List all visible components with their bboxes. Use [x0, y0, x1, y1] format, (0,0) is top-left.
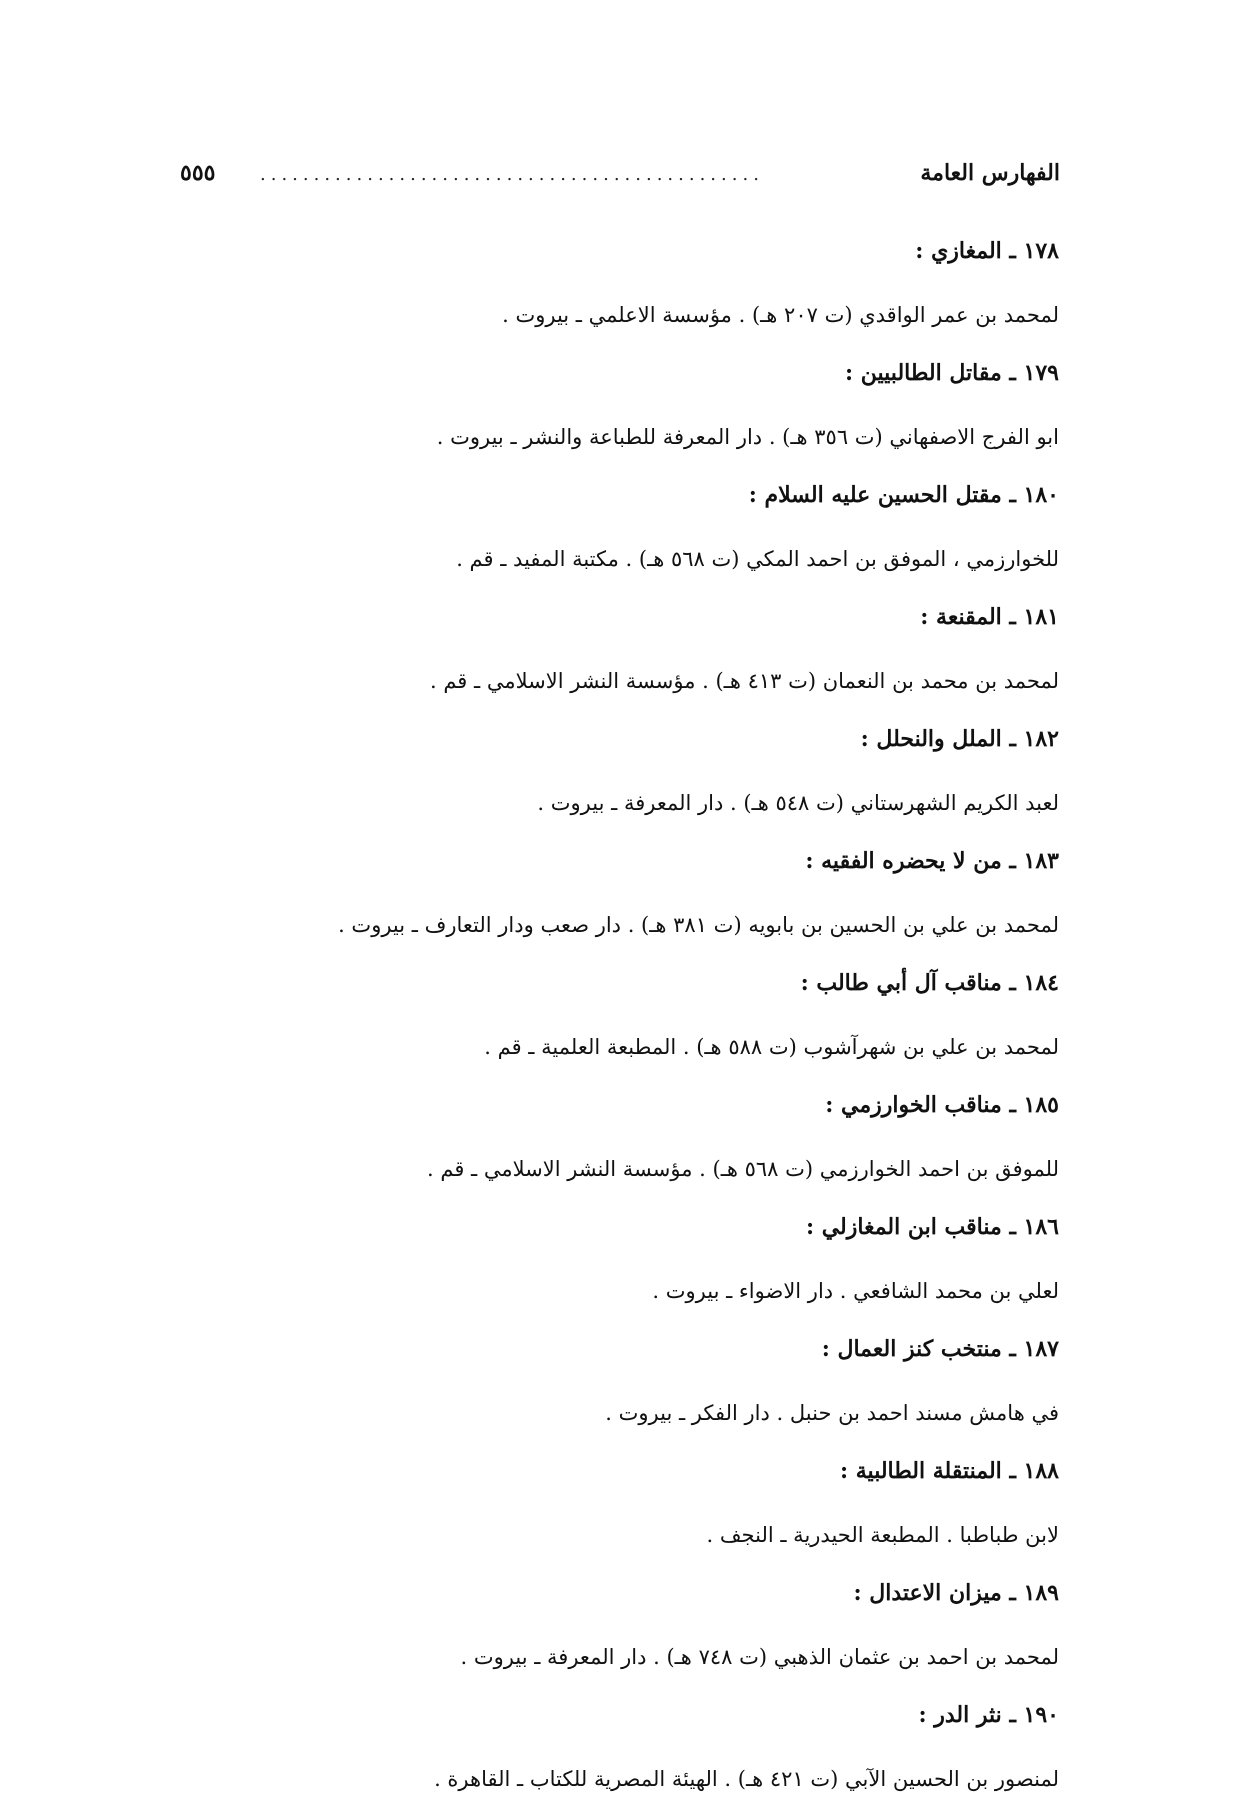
bibliography-entry — [159, 1086, 1059, 1188]
entry-detail: لمحمد بن علي بن الحسين بن بابويه (ت ٣٨١ هـ) . دار صعب ودار التعارف ـ بيروت . — [338, 913, 1059, 937]
entry-detail: لمحمد بن عمر الواقدي (ت ٢٠٧ هـ) . مؤسسة الاعلمي ـ بيروت . — [502, 303, 1059, 327]
entry-detail: لمحمد بن احمد بن عثمان الذهبي (ت ٧٤٨ هـ) . دار المعرفة ـ بيروت . — [460, 1645, 1059, 1669]
entry-detail: ابو الفرج الاصفهاني (ت ٣٥٦ هـ) . دار المعرفة للطباعة والنشر ـ بيروت . — [436, 425, 1059, 449]
entry-title: ١٨٢ ـ الملل والنحلل : — [860, 726, 1059, 752]
entry-detail: لمنصور بن الحسين الآبي (ت ٤٢١ هـ) . الهيئة المصرية للكتاب ـ القاهرة . — [434, 1767, 1059, 1791]
entry-detail: في هامش مسند احمد بن حنبل . دار الفكر ـ بيروت . — [605, 1401, 1059, 1425]
entry-detail: للخوارزمي ، الموفق بن احمد المكي (ت ٥٦٨ هـ) . مكتبة المفيد ـ قم . — [456, 547, 1059, 571]
entry-title: ١٧٨ ـ المغازي : — [915, 238, 1059, 264]
bibliography-entry — [159, 232, 1059, 334]
dot-leader: ............................................... — [260, 164, 764, 185]
entry-title: ١٩٠ ـ نثر الدر : — [918, 1702, 1059, 1728]
bibliography-entry — [159, 354, 1059, 456]
bibliography-entry — [159, 842, 1059, 944]
entry-title: ١٨١ ـ المقنعة : — [920, 604, 1059, 630]
entry-detail: لعلي بن محمد الشافعي . دار الاضواء ـ بيروت . — [652, 1279, 1059, 1303]
entry-title: ١٨٣ ـ من لا يحضره الفقيه : — [805, 848, 1059, 874]
entry-detail: لعبد الكريم الشهرستاني (ت ٥٤٨ هـ) . دار المعرفة ـ بيروت . — [537, 791, 1059, 815]
entry-title: ١٨٩ ـ ميزان الاعتدال : — [853, 1580, 1059, 1606]
entry-title: ١٨٤ ـ مناقب آل أبي طالب : — [800, 970, 1059, 996]
entry-title: ١٨٨ ـ المنتقلة الطالبية : — [839, 1458, 1059, 1484]
entry-detail: للموفق بن احمد الخوارزمي (ت ٥٦٨ هـ) . مؤسسة النشر الاسلامي ـ قم . — [427, 1157, 1059, 1181]
bibliography-entry — [159, 1452, 1059, 1554]
running-title: الفهارس العامة — [920, 160, 1060, 186]
bibliography-entry — [159, 1574, 1059, 1676]
bibliography-entry — [159, 964, 1059, 1066]
page-header — [180, 160, 1060, 200]
entry-detail: لمحمد بن علي بن شهرآشوب (ت ٥٨٨ هـ) . المطبعة العلمية ـ قم . — [484, 1035, 1059, 1059]
entry-title: ١٧٩ ـ مقاتل الطالبيين : — [845, 360, 1059, 386]
entry-title: ١٨٥ ـ مناقب الخوارزمي : — [825, 1092, 1059, 1118]
page-number: ٥٥٥ — [180, 160, 216, 186]
entry-detail: لابن طباطبا . المطبعة الحيدرية ـ النجف . — [706, 1523, 1059, 1547]
entry-title: ١٨٦ ـ مناقب ابن المغازلي : — [805, 1214, 1059, 1240]
bibliography-list — [159, 232, 1059, 1818]
bibliography-entry — [159, 598, 1059, 700]
bibliography-entry — [159, 720, 1059, 822]
bibliography-entry — [159, 476, 1059, 578]
bibliography-entry — [159, 1696, 1059, 1798]
entry-detail: لمحمد بن محمد بن النعمان (ت ٤١٣ هـ) . مؤسسة النشر الاسلامي ـ قم . — [429, 669, 1059, 693]
bibliography-entry — [159, 1208, 1059, 1310]
entry-title: ١٨٧ ـ منتخب كنز العمال : — [821, 1336, 1059, 1362]
bibliography-entry — [159, 1330, 1059, 1432]
entry-title: ١٨٠ ـ مقتل الحسين عليه السلام : — [748, 482, 1059, 508]
